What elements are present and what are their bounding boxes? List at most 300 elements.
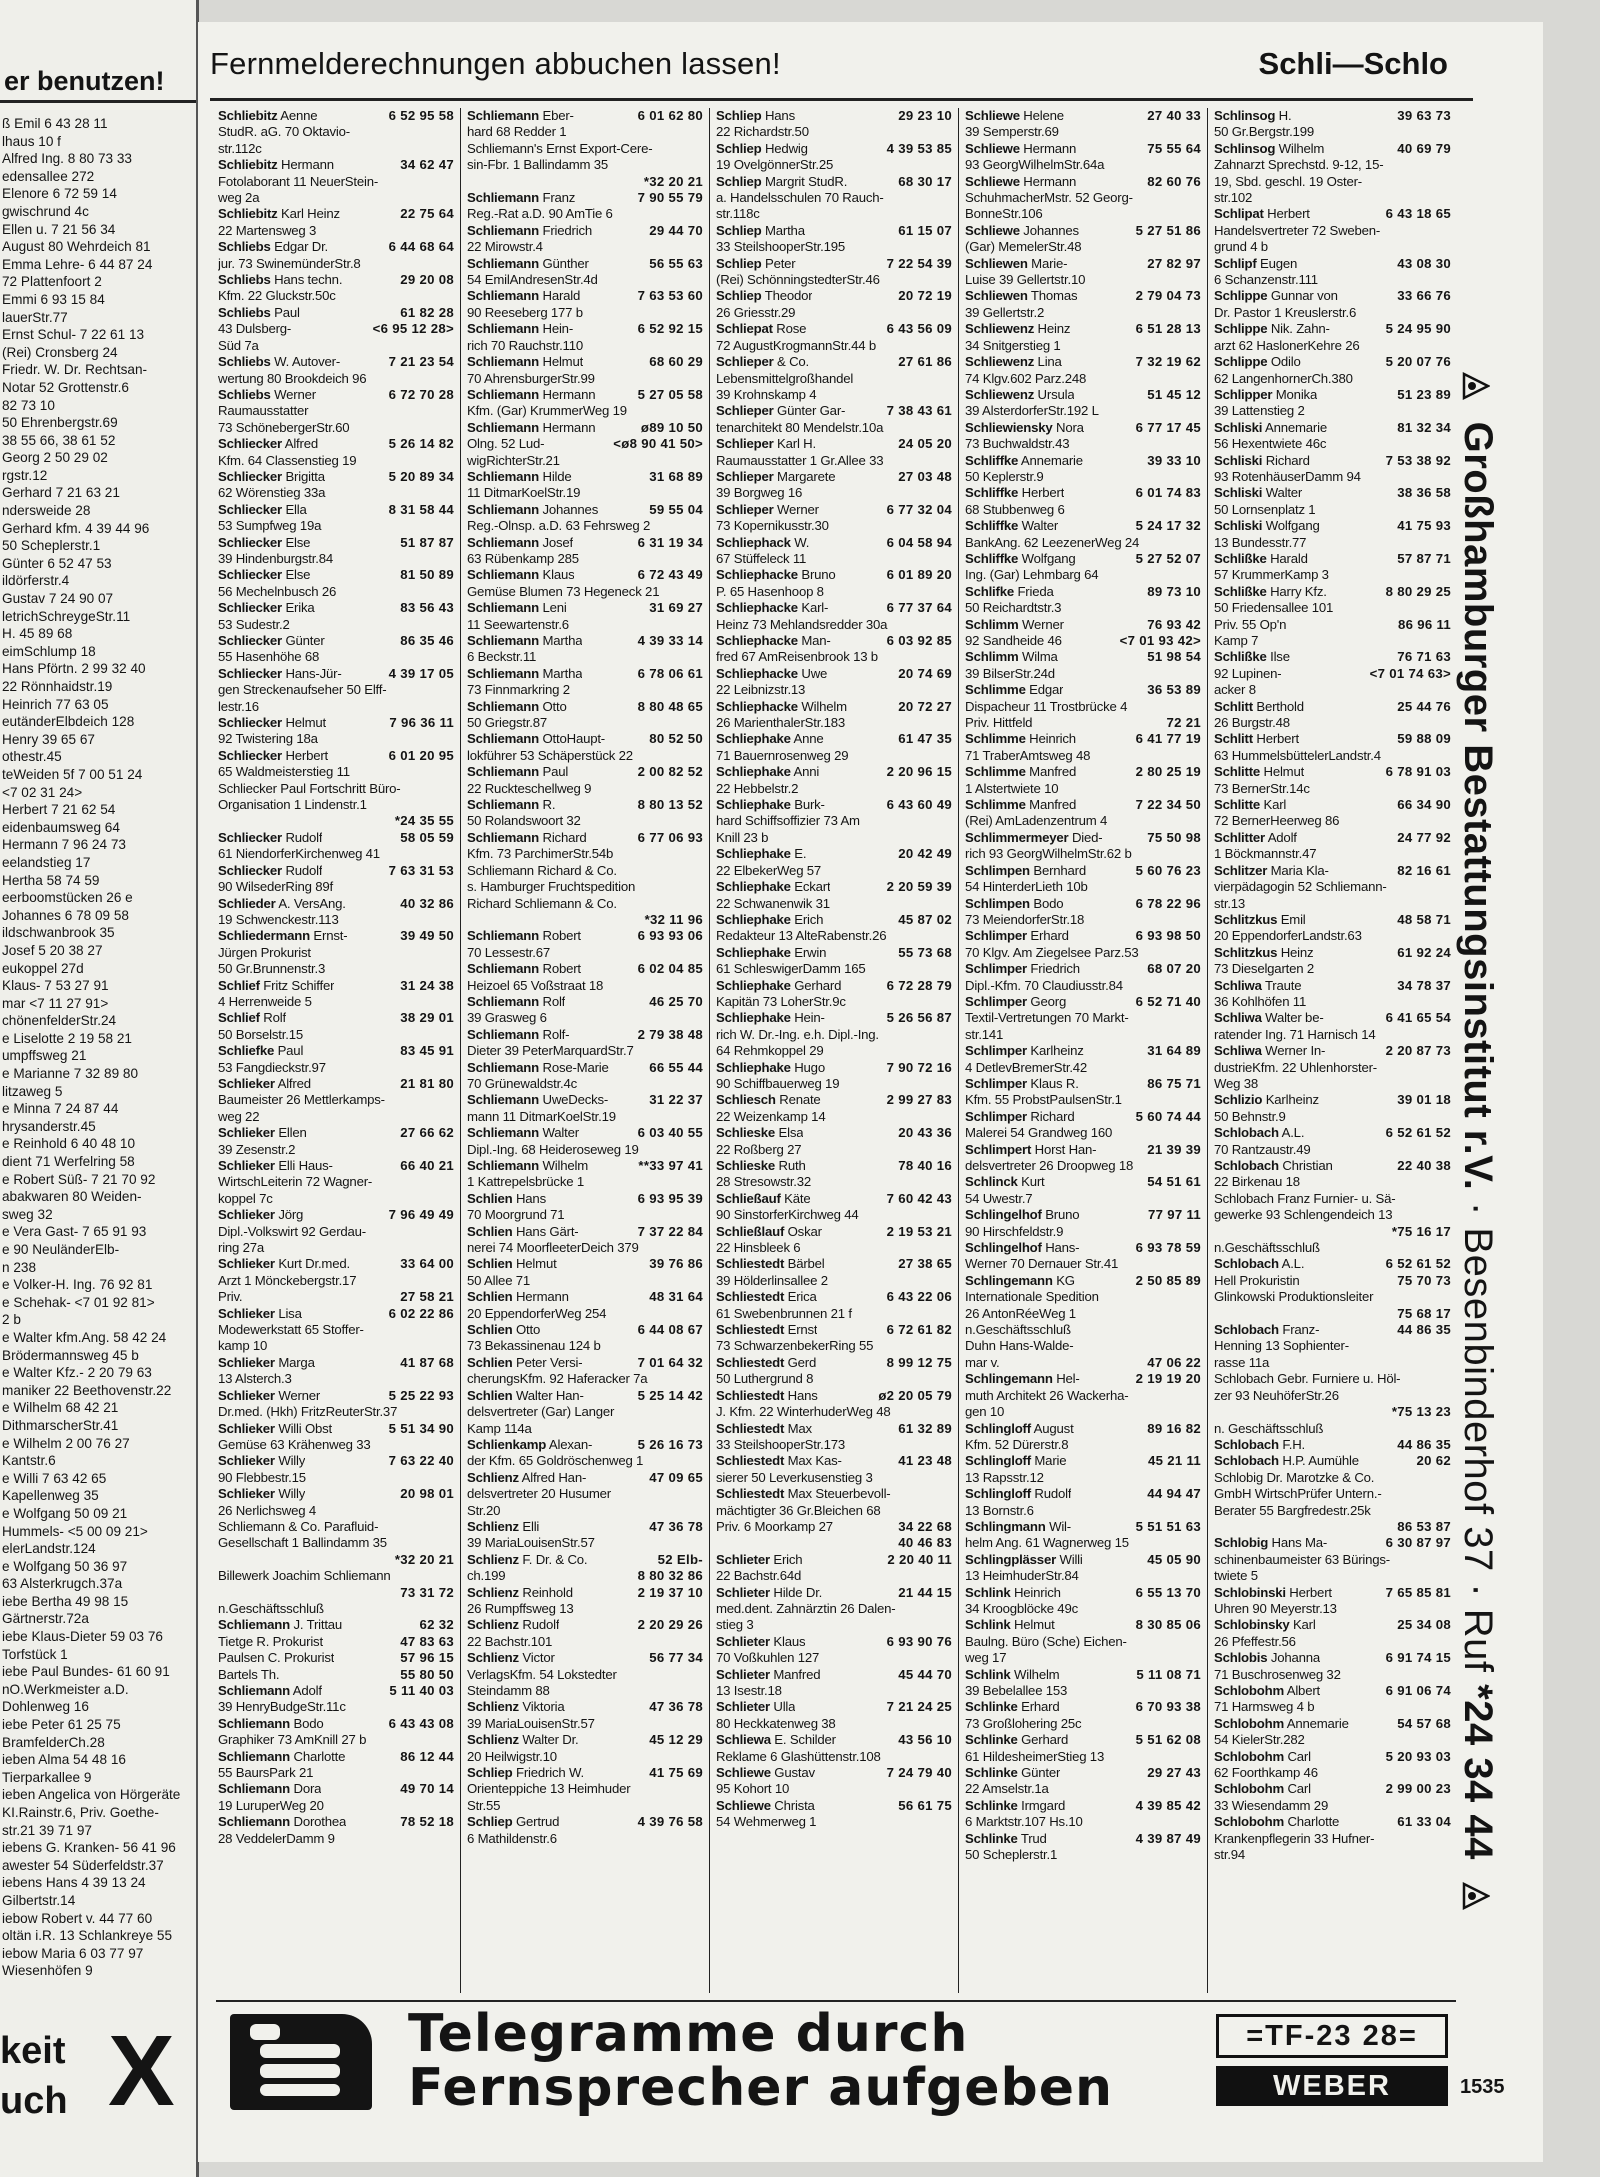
entry-detail: 73 SchwarzenbekerRing 55 (716, 1338, 874, 1354)
entry-detail: lestr.16 (218, 698, 259, 714)
entry-phone: 48 58 71 (1397, 911, 1451, 927)
entry-detail: 22 Martensweg 3 (218, 222, 317, 238)
entry-detail: Schliemann & Co. Parafluid- (218, 1518, 379, 1534)
entry-detail: Modewerkstatt 65 Stoffer- (218, 1322, 364, 1338)
directory-entry (716, 1388, 952, 1404)
entry-detail: GmbH WirtschPrüfer Untern.- (1214, 1486, 1382, 1502)
entry-detail: 50 Luthergrund 8 (716, 1371, 814, 1387)
entry-detail: 90 Flebbestr.15 (218, 1469, 306, 1485)
entry-phone: *32 11 96 (644, 911, 703, 927)
directory-entry (218, 978, 454, 994)
directory-entry (1214, 1716, 1451, 1732)
entry-name: Schliephake E. (716, 846, 807, 862)
entry-name: Schlimpen Bodo (965, 895, 1064, 911)
directory-entry (965, 387, 1201, 403)
entry-phone: 6 91 74 15 (1385, 1650, 1451, 1666)
entry-name: Schlimme Manfred (965, 764, 1077, 780)
entry-detail: rasse 11a (1214, 1354, 1270, 1370)
directory-entry (218, 1634, 454, 1650)
entry-phone: 33 64 00 (400, 1256, 454, 1272)
entry-phone: 2 80 25 19 (1135, 764, 1201, 780)
entry-detail: 13 Alsterch.3 (218, 1371, 292, 1387)
entry-phone: 7 53 38 92 (1385, 452, 1451, 468)
entry-name: 92 Sandheide 46 (965, 633, 1062, 648)
entry-phone: 7 96 36 11 (389, 715, 454, 731)
entry-name: Schlobach A.L. (1214, 1256, 1305, 1272)
directory-page (198, 22, 1543, 2162)
directory-entry (467, 420, 703, 436)
entry-detail: 39 Grasweg 6 (467, 1010, 547, 1026)
entry-phone: 5 26 16 73 (637, 1436, 703, 1452)
entry-phone: 4 39 87 49 (1135, 1830, 1201, 1846)
directory-entry (1214, 551, 1451, 567)
entry-phone: 47 83 63 (400, 1633, 454, 1649)
left-page-line: nO.Werkmeister a.D. (2, 1681, 129, 1697)
entry-phone: 44 86 35 (1397, 1436, 1451, 1452)
entry-detail: 39 Semperstr.69 (965, 124, 1059, 140)
entry-phone: 24 05 20 (898, 436, 952, 452)
entry-name: Schlitt Herbert (1214, 731, 1299, 747)
entry-detail: 39 AlsterdorferStr.192 L (965, 403, 1099, 419)
entry-name: Schliemann Hermann (467, 386, 596, 402)
entry-detail: 71 Harmsweg 4 b (1214, 1699, 1315, 1715)
entry-phone: *32 20 21 (643, 173, 703, 189)
entry-detail: 50 Gr.Bergstr.199 (1214, 124, 1314, 140)
entry-phone: 2 20 40 11 (887, 1551, 952, 1567)
entry-phone: 7 32 19 62 (1135, 354, 1201, 370)
entry-detail: 50 Behnstr.9 (1214, 1108, 1286, 1124)
entry-detail: WirtschLeiterin 72 Wagner- (218, 1174, 373, 1190)
entry-name: Schlieter Hilde Dr. (716, 1584, 823, 1600)
entry-phone: 20 43 36 (898, 1125, 952, 1141)
left-page-line: ieben Angelica von Hörgeräte (2, 1787, 181, 1803)
side-advertisement (1456, 372, 1520, 1860)
directory-entry (1214, 830, 1451, 846)
left-page-line: Elenore 6 72 59 14 (2, 186, 117, 202)
entry-name: Schlingmann Wil- (965, 1518, 1071, 1534)
directory-entry (1214, 518, 1451, 534)
entry-phone: 2 99 00 23 (1385, 1781, 1451, 1797)
entry-detail: ratender Ing. 71 Harnisch 14 (1214, 1026, 1376, 1042)
entry-detail: 64 Rehmkoppel 29 (716, 1043, 824, 1059)
entry-detail: Uhren 90 Meyerstr.13 (1214, 1600, 1337, 1616)
directory-entry (1214, 1683, 1451, 1699)
entry-name: Schliephake Gerhard (716, 977, 842, 993)
directory-entry (965, 617, 1201, 633)
entry-detail: Str.20 (467, 1502, 501, 1518)
directory-entry (467, 354, 703, 370)
entry-name: Schlinck Kurt (965, 1174, 1045, 1190)
entry-phone: 7 60 42 43 (886, 1190, 952, 1206)
entry-detail: Redakteur 13 AlteRabenstr.26 (716, 928, 887, 944)
directory-entry (716, 699, 952, 715)
entry-detail: 61 Swebenbrunnen 21 f (716, 1305, 852, 1321)
directory-entry (965, 174, 1201, 190)
entry-name: Schliecker Rudolf (218, 862, 323, 878)
left-page-line: Brödermannsweg 45 b (2, 1347, 139, 1363)
left-page-line: August 80 Wehrdeich 81 (2, 239, 151, 255)
directory-entry (965, 797, 1201, 813)
left-page-line: 38 55 66, 38 61 52 (2, 432, 116, 448)
ad-line-1: Telegramme durch (408, 2004, 969, 2064)
entry-phone: 20 72 19 (898, 288, 952, 304)
directory-entry (218, 813, 454, 829)
entry-name: Schlink Helmut (965, 1617, 1055, 1633)
entry-detail: 80 Heckkatenweg 38 (716, 1715, 836, 1731)
entry-detail: 22 Hebbelstr.2 (716, 780, 799, 796)
entry-detail: 50 Lornsenplatz 1 (1214, 501, 1316, 517)
entry-detail: 63 HummelsbüttelerLandstr.4 (1214, 747, 1381, 763)
entry-name: Hell Prokuristin (1214, 1272, 1300, 1288)
entry-detail: Schlobach Gebr. Furniere u. Höl- (1214, 1371, 1401, 1387)
entry-detail: 70 Rantzaustr.49 (1214, 1141, 1311, 1157)
directory-entry (1214, 420, 1451, 436)
left-page-line: Heinrich 77 63 05 (2, 696, 109, 712)
entry-phone: 47 09 65 (649, 1469, 703, 1485)
directory-entry (218, 567, 454, 583)
entry-name: Schlieker Alfred (218, 1075, 311, 1091)
entry-detail: Kfm. 52 Dürerstr.8 (965, 1436, 1069, 1452)
entry-phone: 6 43 60 49 (886, 797, 952, 813)
entry-detail: 19, Sbd. geschl. 19 Oster- (1214, 173, 1363, 189)
directory-entry (467, 1765, 703, 1781)
entry-detail: cherungsKfm. 92 Haferacker 7a (467, 1371, 648, 1387)
entry-detail: Zahnarzt Sprechstd. 9-12, 15- (1214, 157, 1384, 173)
entry-detail: ring 27a (218, 1240, 265, 1256)
entry-detail: med.dent. Zahnärztin 26 Dalen- (716, 1600, 896, 1616)
directory-entry (965, 764, 1201, 780)
entry-phone: 5 26 14 82 (388, 436, 454, 452)
directory-entry (467, 912, 703, 928)
entry-name: Schliewe Hermann (965, 173, 1077, 189)
entry-detail: 13 HeimhuderStr.84 (965, 1568, 1079, 1584)
directory-entry (1214, 797, 1451, 813)
entry-phone: 20 72 27 (898, 698, 952, 714)
directory-entry (965, 830, 1201, 846)
entry-detail: weg 17 (965, 1650, 1007, 1666)
entry-detail: Krankenpflegerin 33 Hufner- (1214, 1830, 1375, 1846)
entry-phone: 45 87 02 (898, 911, 952, 927)
entry-phone: 6 78 22 96 (1135, 895, 1201, 911)
entry-name: Schliski Richard (1214, 452, 1310, 468)
directory-entry (218, 1421, 454, 1437)
directory-entry (467, 797, 703, 813)
entry-name: Schlienz Walter Dr. (467, 1732, 579, 1748)
left-page-line: Gerhard kfm. 4 39 44 96 (2, 520, 150, 536)
directory-entry (1214, 1043, 1451, 1059)
entry-name: Schlieker Willy (218, 1486, 306, 1502)
directory-entry (965, 896, 1201, 912)
entry-name: Schliephake Erwin (716, 944, 827, 960)
directory-entry (1214, 1224, 1451, 1240)
left-page-line: Herbert 7 21 62 54 (2, 802, 116, 818)
entry-name: Schlingloff August (965, 1420, 1074, 1436)
entry-name: Schlieker Marga (218, 1354, 315, 1370)
directory-entry (716, 403, 952, 419)
entry-phone: 62 32 (419, 1617, 454, 1633)
directory-entry (218, 1043, 454, 1059)
directory-entry (1214, 1650, 1451, 1666)
entry-name: Schlippe Odilo (1214, 354, 1301, 370)
directory-entry (1214, 1010, 1451, 1026)
entry-name: Schlieper & Co. (716, 354, 810, 370)
entry-detail: helm Ang. 61 Wagnerweg 15 (965, 1535, 1129, 1551)
directory-entry (716, 978, 952, 994)
entry-phone: 7 90 72 16 (886, 1059, 952, 1075)
directory-entry (1214, 1092, 1451, 1108)
entry-name: Schliecker Ella (218, 501, 307, 517)
entry-detail: 70 Grünewaldstr.4c (467, 1075, 578, 1091)
hand-graphic-icon (230, 2014, 372, 2110)
entry-detail: koppel 7c (218, 1190, 273, 1206)
directory-entry (1214, 1404, 1451, 1420)
directory-entry (965, 1617, 1201, 1633)
left-page-line: iebe Peter 61 25 75 (2, 1717, 121, 1733)
directory-entry (965, 1421, 1201, 1437)
entry-name: Schlobinski Herbert (1214, 1584, 1332, 1600)
directory-entry (716, 1125, 952, 1141)
entry-phone: 6 55 13 70 (1135, 1584, 1201, 1600)
entry-phone: 39 01 18 (1397, 1092, 1451, 1108)
left-page-line: 50 Ehrenbergstr.69 (2, 415, 118, 431)
directory-entry (716, 1486, 952, 1502)
entry-phone: 5 11 08 71 (1136, 1666, 1201, 1682)
entry-name: Schliemann Leni (467, 600, 567, 616)
directory-entry (1214, 108, 1451, 124)
left-page-line: Kantstr.6 (2, 1453, 56, 1469)
left-page-line: mar <7 11 27 91> (2, 995, 109, 1011)
directory-entry (218, 1010, 454, 1026)
directory-entry (1214, 1814, 1451, 1830)
entry-name: Schlipper Monika (1214, 386, 1318, 402)
directory-entry (965, 1699, 1201, 1715)
entry-detail: 50 Allee 71 (467, 1272, 531, 1288)
entry-name: Schliewa E. Schilder (716, 1732, 836, 1748)
directory-entry (965, 1355, 1201, 1371)
entry-name: Schlobig Hans Ma- (1214, 1535, 1328, 1551)
directory-entry (716, 912, 952, 928)
entry-phone: 5 27 05 58 (637, 386, 703, 402)
entry-detail: 90 Hirschfeldstr.9 (965, 1223, 1064, 1239)
directory-entry (1214, 453, 1451, 469)
left-page-line: Josef 5 20 38 27 (2, 942, 103, 958)
entry-name: Schliewenz Heinz (965, 321, 1071, 337)
entry-detail: Berater 55 Bargfredestr.25k (1214, 1502, 1371, 1518)
left-page-line: e Wolfgang 50 36 97 (2, 1558, 128, 1574)
entry-phone: 6 44 68 64 (388, 239, 454, 255)
left-page-line: letrichSchreygeStr.11 (2, 608, 131, 624)
directory-entry (467, 174, 703, 190)
entry-name: mar v. (965, 1354, 1000, 1370)
entry-phone: 7 96 49 49 (388, 1207, 454, 1223)
entry-name: Schlieter Klaus (716, 1633, 806, 1649)
directory-entry (218, 1749, 454, 1765)
entry-name: Schlimme Manfred (965, 797, 1077, 813)
directory-entry (467, 1355, 703, 1371)
directory-entry (1214, 1256, 1451, 1272)
entry-phone: 54 51 61 (1147, 1174, 1201, 1190)
entry-detail: 65 Waldmeisterstieg 11 (218, 764, 350, 780)
directory-entry (965, 1486, 1201, 1502)
entry-detail: 26 Rumpffsweg 13 (467, 1600, 574, 1616)
directory-entry (965, 1174, 1201, 1190)
directory-entry (218, 1125, 454, 1141)
entry-name: Priv. 55 Op'n (1214, 616, 1287, 632)
directory-entry (467, 666, 703, 682)
entry-phone: 2 79 38 48 (637, 1026, 703, 1042)
left-page-line: iebe Klaus-Dieter 59 03 76 (2, 1629, 163, 1645)
entry-phone: 4 39 33 14 (637, 633, 703, 648)
entry-detail: 92 Twistering 18a (218, 731, 318, 747)
entry-detail: mann 11 DitmarKoelStr.19 (467, 1108, 616, 1124)
directory-entry (965, 1076, 1201, 1092)
entry-name: Schliemann Dorothea (218, 1814, 347, 1830)
entry-phone: 56 77 34 (649, 1650, 703, 1666)
entry-phone: 83 56 43 (400, 600, 454, 616)
left-page-line: Wiesenhöfen 9 (2, 1963, 93, 1979)
entry-name: Schliffke Wolfgang (965, 550, 1076, 566)
entry-phone: 43 56 10 (898, 1732, 952, 1748)
entry-name: Schlinke Gerhard (965, 1732, 1069, 1748)
left-page-line: e Vera Gast- 7 65 91 93 (2, 1224, 147, 1240)
entry-name: Schlieter Erich (716, 1551, 803, 1567)
entry-detail: Raumausstatter (218, 403, 309, 419)
directory-entry (218, 157, 454, 173)
entry-phone: 6 30 87 97 (1385, 1535, 1451, 1551)
entry-phone: 6 52 61 52 (1385, 1256, 1451, 1272)
left-page-header: er benutzen! (0, 0, 196, 103)
entry-name: Schliemann Hilde (467, 468, 572, 484)
left-page-line: rgstr.12 (2, 467, 48, 483)
left-page-line: Hans Pförtn. 2 99 32 40 (2, 661, 146, 677)
entry-phone: 20 98 01 (400, 1486, 454, 1502)
entry-detail: 50 Scheplerstr.1 (965, 1847, 1058, 1863)
directory-entry (1214, 731, 1451, 747)
entry-detail: Str.55 (467, 1797, 501, 1813)
entry-name: Schlieker Jörg (218, 1207, 304, 1223)
entry-phone: 86 96 11 (1397, 616, 1451, 632)
entry-phone: 6 72 70 28 (388, 386, 454, 402)
directory-entry (965, 863, 1201, 879)
entry-phone: 8 30 85 06 (1135, 1617, 1201, 1633)
entry-phone: 59 88 09 (1397, 731, 1451, 747)
entry-detail: 39 BilserStr.24d (965, 665, 1055, 681)
directory-entry (965, 141, 1201, 157)
directory-entry (965, 321, 1201, 337)
entry-detail: 73 Finnmarkring 2 (467, 682, 570, 698)
entry-phone: 6 02 22 86 (388, 1305, 454, 1321)
entry-detail: Orienteppiche 13 Heimhuder (467, 1781, 631, 1797)
entry-phone: 5 27 51 86 (1135, 222, 1201, 238)
entry-name: Schlitte Helmut (1214, 764, 1305, 780)
entry-detail: 61 NiendorferKirchenweg 41 (218, 846, 380, 862)
left-page-line: Notar 52 Grottenstr.6 (2, 379, 129, 395)
entry-phone: *75 16 17 (1391, 1223, 1451, 1239)
entry-phone: ø2 20 05 79 (878, 1387, 952, 1403)
entry-phone: 6 44 08 67 (637, 1322, 703, 1338)
directory-entry (467, 830, 703, 846)
entry-phone: 6 70 93 38 (1135, 1699, 1201, 1715)
entry-phone: 2 19 37 10 (637, 1584, 703, 1600)
entry-detail: 6 Schanzenstr.111 (1214, 272, 1318, 288)
entry-phone: 68 07 20 (1147, 961, 1201, 977)
left-page-line: e Wilhelm 2 00 76 27 (2, 1435, 130, 1451)
entry-phone: 20 74 69 (898, 665, 952, 681)
entry-name: Schlobohm Albert (1214, 1683, 1320, 1698)
entry-name: Schlieker Elli Haus- (218, 1158, 333, 1173)
entry-detail: Dipl.-Ing. 68 Heideroseweg 19 (467, 1141, 639, 1157)
directory-entry (1214, 1158, 1451, 1174)
entry-phone: 27 38 65 (898, 1256, 952, 1272)
entry-name: Schliebs Werner (218, 386, 316, 402)
entry-name: Schliep Gertrud (467, 1814, 560, 1830)
directory-entry (965, 1519, 1201, 1535)
entry-name: Schliemann J. Trittau (218, 1617, 343, 1633)
entry-detail: 13 Bornstr.6 (965, 1502, 1034, 1518)
entry-phone: 29 44 70 (649, 222, 703, 238)
directory-entry (965, 1453, 1201, 1469)
entry-detail: 11 Seewartenstr.6 (467, 616, 569, 632)
entry-detail: 20 Heilwigstr.10 (467, 1748, 557, 1764)
left-page-line: KI.Rainstr.6, Priv. Goethe- (2, 1805, 159, 1820)
entry-phone: 6 52 61 52 (1385, 1125, 1451, 1141)
directory-entry (218, 1486, 454, 1502)
entry-name: Schliephack W. (716, 534, 810, 550)
entry-name: Schlobohm Annemarie (1214, 1715, 1349, 1731)
entry-detail: Kfm. 55 ProbstPaulsenStr.1 (965, 1092, 1122, 1108)
entry-name: Schliephake Anni (716, 764, 820, 780)
directory-entry (965, 994, 1201, 1010)
directory-entry (716, 1191, 952, 1207)
directory-entry (218, 1076, 454, 1092)
entry-name: Schliepat Rose (716, 321, 807, 337)
directory-entry (218, 600, 454, 616)
entry-phone: 59 55 04 (649, 501, 703, 517)
entry-detail: Ing. (Gar) Lehmbarg 64 (965, 567, 1099, 583)
directory-entry (1214, 764, 1451, 780)
entry-phone: 21 44 15 (898, 1584, 952, 1600)
directory-entry (1214, 256, 1451, 272)
entry-phone: <ø8 90 41 50> (613, 436, 703, 452)
entry-phone: 31 22 37 (649, 1092, 703, 1108)
entry-name: Schliep Theodor (716, 288, 813, 304)
left-page-line: 82 73 10 (2, 397, 55, 413)
entry-name: Paulsen C. Prokurist (218, 1650, 335, 1666)
entry-phone: 20 62 (1416, 1453, 1451, 1469)
directory-entry (965, 649, 1201, 665)
left-page-line: e Marianne 7 32 89 80 (2, 1066, 139, 1082)
left-footer-mark: X (108, 2015, 175, 2127)
entry-detail: 62 LangenhornerCh.380 (1214, 370, 1353, 386)
directory-entry (218, 1289, 454, 1305)
left-page-line: Hermann 7 96 24 73 (2, 837, 126, 853)
entry-detail: 39 Krohnskamp 4 (716, 386, 817, 402)
entry-phone: 7 24 79 40 (886, 1765, 952, 1781)
entry-detail: Dipl.-Volkswirt 92 Gerdau- (218, 1223, 366, 1239)
directory-entry (467, 502, 703, 518)
entry-detail: 63 Rübenkamp 285 (467, 550, 579, 566)
entry-name: Schlinsog Wilhelm (1214, 140, 1325, 156)
directory-entry (1214, 1585, 1451, 1601)
entry-phone: 7 21 24 25 (886, 1699, 952, 1715)
entry-detail: Baulng. Büro (Sche) Eichen- (965, 1633, 1127, 1649)
entry-phone: 8 80 13 52 (637, 797, 703, 813)
entry-phone: 51 45 12 (1147, 386, 1201, 402)
entry-name: Schliebitz Aenne (218, 108, 318, 123)
entry-phone: 5 24 17 32 (1135, 518, 1201, 534)
entry-detail: 22 Mirowstr.4 (467, 239, 543, 255)
entry-phone: 29 27 43 (1147, 1765, 1201, 1781)
